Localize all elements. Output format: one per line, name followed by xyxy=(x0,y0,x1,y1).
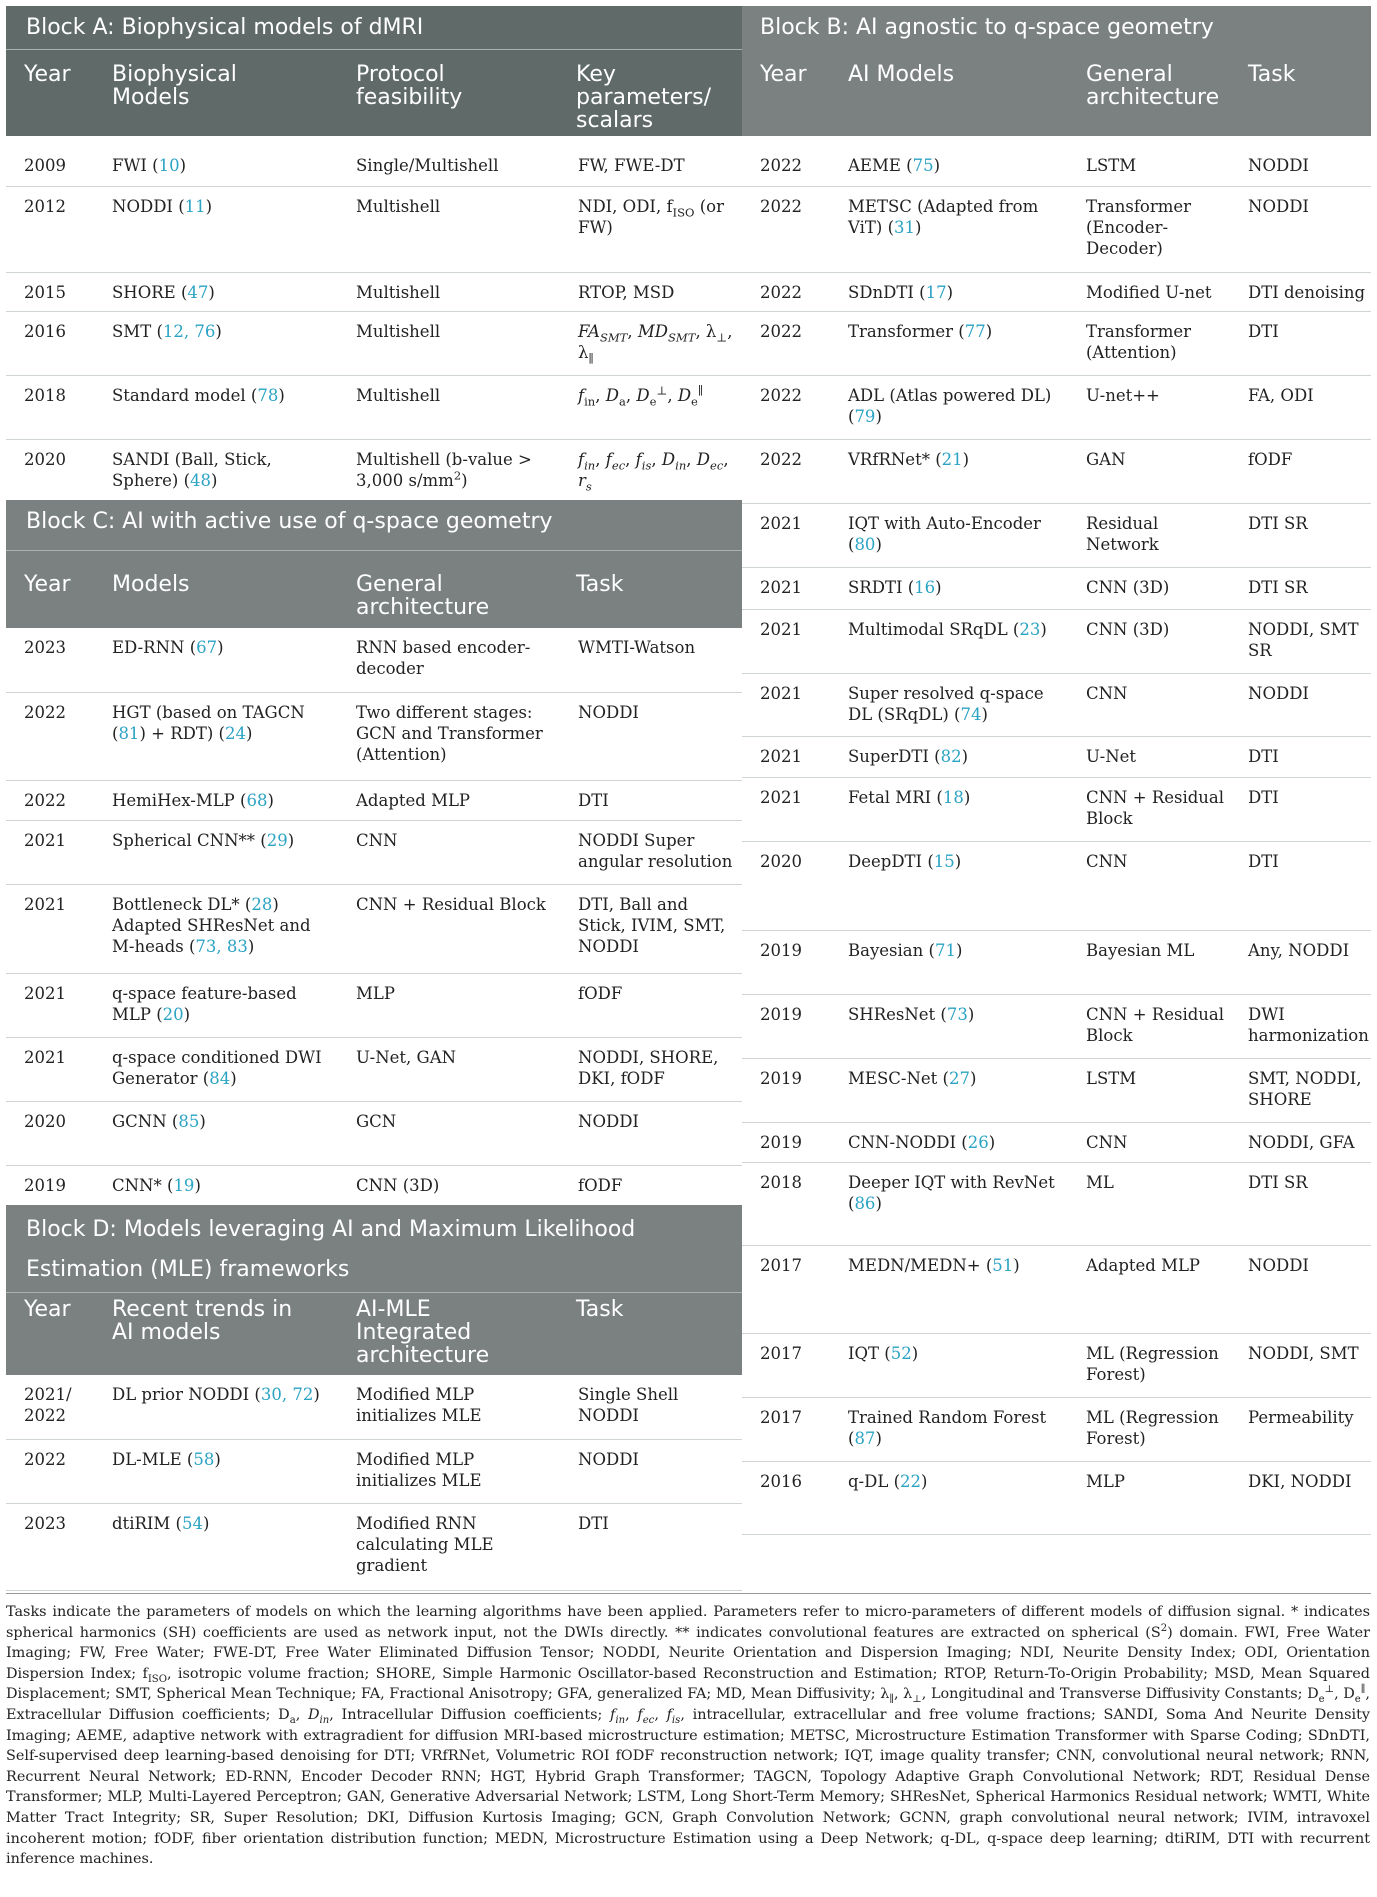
table-row: 2022 ADL (Atlas powered DL) (79) U-net++ FA, ODI xyxy=(742,375,1371,439)
block-b-col-year: Year xyxy=(760,62,807,87)
table-row: 2017 MEDN/MEDN+ (51) Adapted MLP NODDI xyxy=(742,1245,1371,1333)
table-row: 2017 Trained Random Forest (87) ML (Regression Forest) Permeability xyxy=(742,1397,1371,1461)
block-a-title: Block A: Biophysical models of dMRI xyxy=(26,15,424,40)
table-row: 2019 CNN* (19) CNN (3D) fODF xyxy=(6,1165,742,1205)
table-row: 2023 dtiRIM (54) Modified RNN calculating MLE gradient DTI xyxy=(6,1503,742,1590)
table-row: 2021 SuperDTI (82) U-Net DTI xyxy=(742,736,1371,777)
block-c-col-task: Task xyxy=(576,572,624,597)
table-row: 2020 GCNN (85) GCN NODDI xyxy=(6,1101,742,1165)
block-c-col-models: Models xyxy=(112,572,190,597)
block-b-header xyxy=(742,6,1371,136)
block-a-col-models: Biophysical Models xyxy=(112,62,237,110)
table-row: 2021 Multimodal SRqDL (23) CNN (3D) NODDI, SMT SR xyxy=(742,609,1371,673)
table-row: 2020 SANDI (Ball, Stick, Sphere) (48) Multishell (b-value > 3,000 $s/mm^2$) $f_{in}$, $f_{ec}$, $f_{is}$, $D_{in}$, $D_{ec}$, $r_s$ xyxy=(6,439,742,503)
table-row: 2020 DeepDTI (15) CNN DTI xyxy=(742,841,1371,930)
table-row: 2018 Deeper IQT with RevNet (86) ML DTI SR xyxy=(742,1162,1371,1245)
block-a-col-params: Key parameters/ scalars xyxy=(576,62,712,133)
table-row: 2022 HemiHex-MLP (68) Adapted MLP DTI xyxy=(6,780,742,820)
block-b-col-task: Task xyxy=(1248,62,1296,87)
block-c-table xyxy=(6,628,742,1206)
block-b-title: Block B: AI agnostic to q-space geometry xyxy=(760,15,1214,40)
block-d-table xyxy=(6,1375,742,1591)
block-a-table xyxy=(6,146,742,504)
table-row: 2021 Bottleneck DL* (28) Adapted SHResNet and M-heads (73, 83) CNN + Residual Block DTI, Ball and Stick, IVIM, SMT, NODDI xyxy=(6,884,742,973)
table-row: 2021 q-space feature-based MLP (20) MLP fODF xyxy=(6,973,742,1037)
block-b-table xyxy=(742,146,1371,1535)
block-c-col-arch: General architecture xyxy=(356,572,490,620)
table-row: 2021 IQT with Auto-Encoder (80) Residual Network DTI SR xyxy=(742,503,1371,567)
table-row: 2019 MESC-Net (27) LSTM SMT, NODDI, SHORE xyxy=(742,1058,1371,1122)
block-a-header xyxy=(6,6,742,136)
table-row: 2023 ED-RNN (67) RNN based encoder-decoder WMTI-Watson xyxy=(6,628,742,692)
table-row: 2012 NODDI (11) Multishell NDI, ODI, $f_{ISO}$ (or FW) xyxy=(6,186,742,272)
table-row: 2022 DL-MLE (58) Modified MLP initializes MLE NODDI xyxy=(6,1439,742,1503)
block-d-col-year: Year xyxy=(24,1297,71,1322)
block-b-col-arch: General architecture xyxy=(1086,62,1220,110)
table-row: 2021 SRDTI (16) CNN (3D) DTI SR xyxy=(742,567,1371,609)
table-row: 2021 Spherical CNN** (29) CNN NODDI Super angular resolution xyxy=(6,820,742,884)
block-d-col-models: Recent trends in AI models xyxy=(112,1297,293,1345)
table-row: 2018 Standard model (78) Multishell $f_{in}$, $D_a$, $D_e^\perp$, $D_e^\parallel$ xyxy=(6,375,742,439)
table-row: 2021 Fetal MRI (18) CNN + Residual Block DTI xyxy=(742,777,1371,841)
table-row: 2009 FWI (10) Single/Multishell FW, FWE-DT xyxy=(6,146,742,186)
table-row: 2022 VRfRNet* (21) GAN fODF xyxy=(742,439,1371,503)
table-row: 2017 IQT (52) ML (Regression Forest) NODDI, SMT xyxy=(742,1333,1371,1397)
table-row: 2016 q-DL (22) MLP DKI, NODDI xyxy=(742,1461,1371,1534)
table-row: 2021 Super resolved q-space DL (SRqDL) (74) CNN NODDI xyxy=(742,673,1371,736)
block-d-title: Block D: Models leveraging AI and Maximum Likelihood Estimation (MLE) frameworks xyxy=(26,1217,636,1282)
table-row: 2021 q-space conditioned DWI Generator (84) U-Net, GAN NODDI, SHORE, DKI, fODF xyxy=(6,1037,742,1101)
table-row: 2022 METSC (Adapted from ViT) (31) Transformer (Encoder-Decoder) NODDI xyxy=(742,186,1371,272)
table-row: 2015 SHORE (47) Multishell RTOP, MSD xyxy=(6,272,742,311)
block-d-col-arch: AI-MLE Integrated architecture xyxy=(356,1297,490,1368)
table-row: 2022 SDnDTI (17) Modified U-net DTI denoising xyxy=(742,272,1371,311)
block-d-col-task: Task xyxy=(576,1297,624,1322)
table-row: 2022 Transformer (77) Transformer (Attention) DTI xyxy=(742,311,1371,375)
table-row: 2022 AEME (75) LSTM NODDI xyxy=(742,146,1371,186)
table-row: 2019 SHResNet (73) CNN + Residual Block DWI harmonization xyxy=(742,994,1371,1058)
table-row: 2016 SMT (12, 76) Multishell $FA_{SMT}$, $MD_{SMT}$, $\lambda_\perp$, $\lambda_\parallel$ xyxy=(6,311,742,375)
block-d-header xyxy=(6,1205,742,1375)
block-a-col-protocol: Protocol feasibility xyxy=(356,62,463,110)
block-a-col-year: Year xyxy=(24,62,71,87)
block-b-col-models: AI Models xyxy=(848,62,955,87)
block-c-col-year: Year xyxy=(24,572,71,597)
table-row: 2019 CNN-NODDI (26) CNN NODDI, GFA xyxy=(742,1122,1371,1162)
block-c-header xyxy=(6,500,742,628)
table-footnote: Tasks indicate the parameters of models on which the learning algorithms have been applied. Parameters refer to micro-parameters of different models of diffusion signal. * indicates spherical harmonics (SH) coefficients are used as network input, not the DWIs directly. ** indicates convolutional features are extracted on spherical $(S^2)$ domain. FWI, Free Water Imaging; FW, Free Water; FWE-DT, Free Water Eliminated Diffusion Tensor; NODDI, Neurite Orientation and Dispersion Imaging; NDI, Neurite Density Index; ODI, Orientation Dispersion Index; $f_{ISO}$, isotropic volume fraction; SHORE, Simple Harmonic Oscillator-based Reconstruction and Estimation; RTOP, Return-To-Origin Probability; MSD, Mean Squared Displacement; SMT, Spherical Mean Technique; FA, Fractional Anisotropy; GFA, generalized FA; MD, Mean Diffusivity; $\lambda_\parallel$, $\lambda_\perp$, Longitudinal and Transverse Diffusivity Constants; $D_e^\perp$, $D_e^\parallel$, Extracellular Diffusion coefficients; $D_a$, $D_{in}$, Intracellular Diffusion coefficients; $f_{in}$, $f_{ec}$, $f_{is}$, intracellular, extracellular and free volume fractions; SANDI, Soma And Neurite Density Imaging; AEME, adaptive network with extragradient for diffusion MRI-based microstructure estimation; METSC, Microstructure Estimation Transformer with Sparse Coding; SDnDTI, Self-supervised deep learning-based denoising for DTI; VRfRNet, Volumetric ROI fODF reconstruction network; IQT, image quality transfer; CNN, convolutional neural network; RNN, Recurrent Neural Network; ED-RNN, Encoder Decoder RNN; HGT, Hybrid Graph Transformer; TAGCN, Topology Adaptive Graph Convolutional Network; RDT, Residual Dense Transformer; MLP, Multi-Layered Perceptron; GAN, Generative Adversarial Network; LSTM, Long Short-Term Memory; SHResNet, Spherical Harmonics Residual network; WMTI, White Matter Tract Integrity; SR, Super Resolution; DKI, Diffusion Kurtosis Imaging; GCN, Graph Convolution Network; GCNN, graph convolutional neural network; IVIM, intravoxel incoherent motion; fODF, fiber orientation distribution function; MEDN, Microstructure Estimation using a Deep Network; q-DL, q-space deep learning; dtiRIM, DTI with recurrent inference machines. xyxy=(6,1604,1371,1868)
table-row: 2021/ 2022 DL prior NODDI (30, 72) Modified MLP initializes MLE Single Shell NODDI xyxy=(6,1375,742,1439)
table-row: 2022 HGT (based on TAGCN (81) + RDT) (24) Two different stages: GCN and Transformer (Attention) NODDI xyxy=(6,692,742,780)
block-c-title: Block C: AI with active use of q-space geometry xyxy=(26,509,553,534)
table-row: 2019 Bayesian (71) Bayesian ML Any, NODDI xyxy=(742,930,1371,994)
